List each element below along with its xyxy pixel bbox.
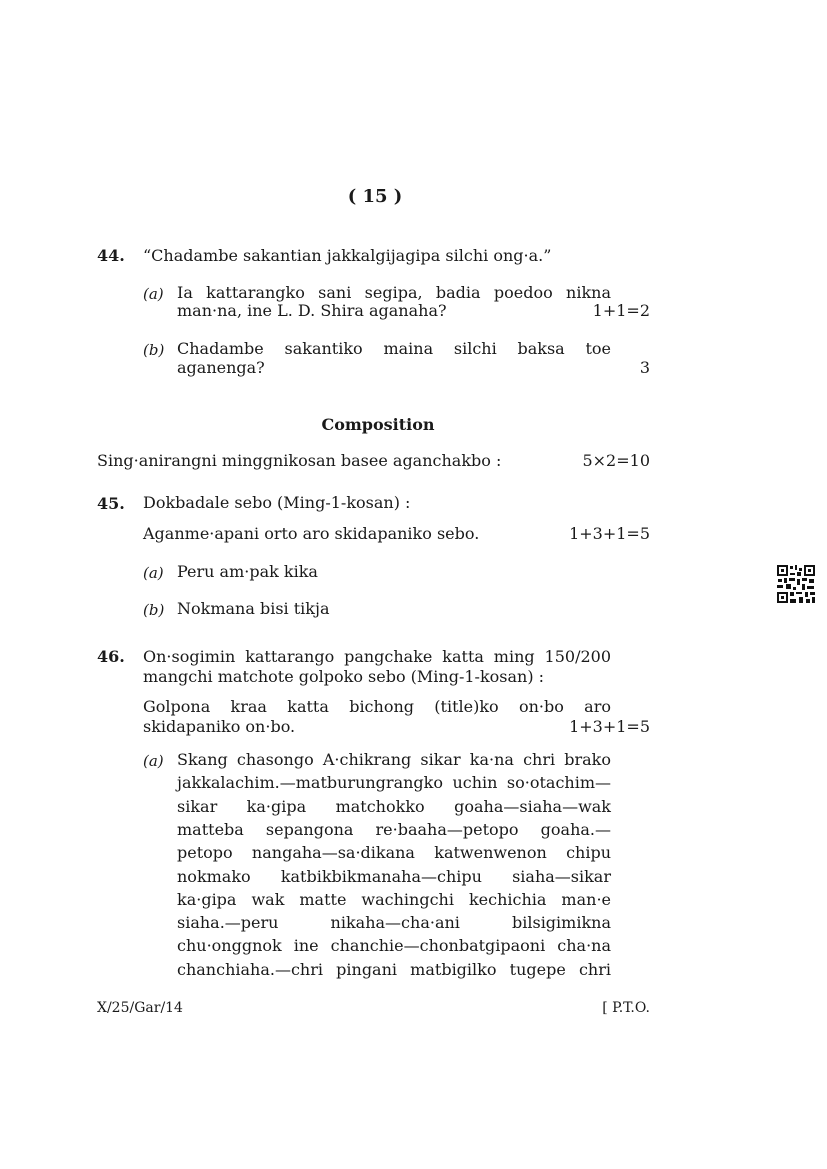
passage-line: chanchiaha.—chri pingani matbigilko tugepe chri <box>177 959 611 979</box>
question-45-number: 45. <box>97 494 125 513</box>
question-44a-line1: Ia kattarangko sani segipa, badia poedoo nikna <box>177 283 611 302</box>
question-46-number: 46. <box>97 647 125 666</box>
passage-line: ka·gipa wak matte wachingchi kechichia man·e <box>177 889 611 909</box>
passage-line: siaha.—peru nikaha—cha·ani bilsigimikna <box>177 913 611 933</box>
question-44b-marks: 3 <box>639 358 650 377</box>
question-46-line2: mangchi matchote golpoko sebo (Ming-1-kosan) : <box>143 667 545 686</box>
question-45a-text: Peru am·pak kika <box>177 562 318 581</box>
page-turn-indicator: [ P.T.O. <box>602 1000 650 1016</box>
question-46-instruction-line1: Golpona kraa katta bichong (title)ko on·bo aro <box>143 697 611 716</box>
passage-line: Skang chasongo A·chikrang sikar ka·na chri brako <box>177 750 611 769</box>
question-44a-line2: man·na, ine L. D. Shira aganaha? <box>177 301 447 320</box>
passage-line: sikar ka·gipa matchokko goaha—siaha—wak <box>177 796 611 816</box>
question-46-marks: 1+3+1=5 <box>569 717 650 736</box>
question-44b-line1: Chadambe sakantiko maina silchi baksa toe <box>177 339 611 358</box>
question-46a-label: (a) <box>143 752 164 770</box>
question-44a-marks: 1+1=2 <box>592 301 650 320</box>
qr-code-icon <box>776 564 816 604</box>
question-44b-label: (b) <box>143 341 165 359</box>
question-45b-text: Nokmana bisi tikja <box>177 599 330 618</box>
page-number: ( 15 ) <box>347 186 403 207</box>
question-44-prompt: “Chadambe sakantian jakkalgijagipa silchi ong·a.” <box>143 246 552 265</box>
paper-code: X/25/Gar/14 <box>97 1000 183 1016</box>
passage-line: nokmako katbikbikmanaha—chipu siaha—sikar <box>177 866 611 886</box>
composition-instruction: Sing·anirangni minggnikosan basee aganchakbo : <box>97 451 502 470</box>
question-46-line1: On·sogimin kattarango pangchake katta ming 150/200 <box>143 647 611 666</box>
section-heading: Composition <box>321 415 435 434</box>
question-46-instruction-line2: skidapaniko on·bo. <box>143 717 296 736</box>
question-44-number: 44. <box>97 246 125 265</box>
passage-line: petopo nangaha—sa·dikana katwenwenon chipu <box>177 843 611 863</box>
composition-marks: 5×2=10 <box>582 451 650 470</box>
question-45-instruction: Aganme·apani orto aro skidapaniko sebo. <box>143 524 480 543</box>
question-44b-line2: aganenga? <box>177 358 265 377</box>
passage-line: jakkalachim.—matburungrangko uchin so·otachim— <box>177 773 611 793</box>
question-44a-label: (a) <box>143 285 164 303</box>
passage-line: chu·onggnok ine chanchie—chonbatgipaoni cha·na <box>177 936 611 956</box>
passage-line: matteba sepangona re·baaha—petopo goaha.— <box>177 819 611 839</box>
question-45-marks: 1+3+1=5 <box>569 524 650 543</box>
question-45-prompt: Dokbadale sebo (Ming-1-kosan) : <box>143 493 411 512</box>
question-45b-label: (b) <box>143 601 165 619</box>
question-45a-label: (a) <box>143 564 164 582</box>
